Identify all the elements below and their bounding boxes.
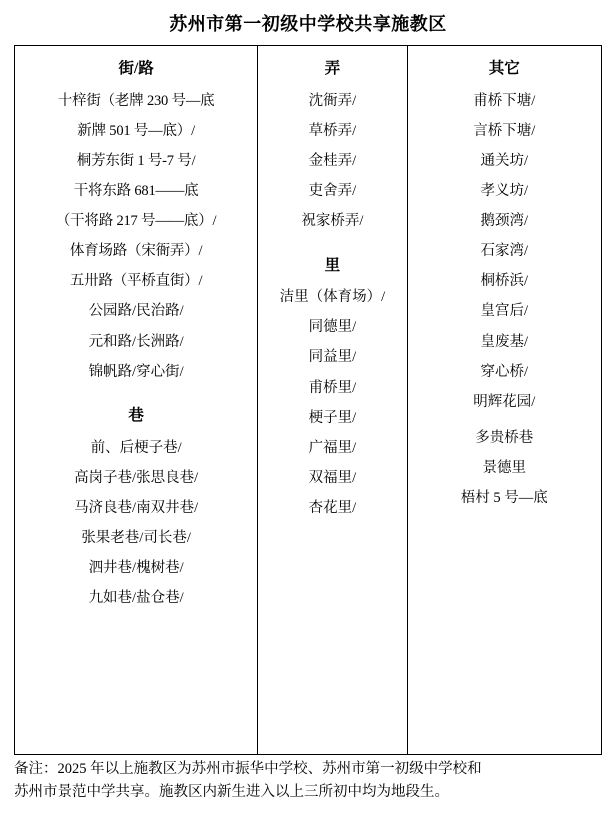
- column-header-lane: 弄: [324, 60, 341, 77]
- list-item: 公园路/民治路/: [88, 303, 184, 320]
- column-subheader-lane-alley: 巷: [128, 407, 144, 425]
- list-item: 祝家桥弄/: [301, 213, 364, 229]
- footnote-line-2: 苏州市景范中学共享。施教区内新生进入以上三所初中均为地段生。: [14, 783, 449, 800]
- districts-table: [14, 45, 602, 755]
- list-item: 多贵桥巷: [475, 429, 534, 446]
- footnote: [14, 758, 602, 803]
- list-item: 桐桥浜/: [480, 273, 529, 290]
- list-item: 张果老巷/司长巷/: [81, 530, 191, 547]
- list-item: 草桥弄/: [308, 122, 357, 139]
- column-header-street: 街/路: [118, 60, 154, 77]
- list-item: 体育场路（宋衙弄）/: [69, 243, 203, 260]
- list-item: 马济良巷/南双井巷/: [74, 500, 199, 516]
- list-item: 同德里/: [308, 319, 357, 336]
- list-item: 广福里/: [308, 439, 357, 456]
- column-subheader-li: 里: [324, 256, 341, 274]
- list-item: 高岗子巷/张思良巷/: [74, 469, 199, 486]
- list-item: 言桥下塘/: [473, 122, 536, 139]
- footnote-line-1: 备注：2025 年以上施教区为苏州市振华中学校、苏州市第一初级中学校和: [14, 761, 482, 778]
- list-item: 景德里: [482, 460, 527, 476]
- list-item: 杏花里/: [308, 500, 357, 516]
- list-item: 甫桥下塘/: [473, 92, 536, 109]
- list-item: 孝义坊/: [480, 182, 529, 199]
- list-item: 干将东路 681——底: [73, 182, 199, 199]
- list-item: 九如巷/盐仓巷/: [88, 590, 184, 607]
- list-item: （干将路 217 号——底）/: [55, 213, 217, 229]
- list-item: 通关坊/: [480, 152, 529, 169]
- list-item: 十梓街（老牌 230 号—底: [57, 92, 215, 109]
- column-other: [408, 46, 601, 754]
- list-item: 金桂弄/: [308, 152, 357, 169]
- list-item: 皇宫后/: [480, 303, 529, 320]
- list-item: 锦帆路/穿心街/: [88, 363, 184, 380]
- column-header-other: 其它: [488, 60, 520, 77]
- column-street: [15, 46, 258, 754]
- list-item: 皇废基/: [480, 333, 529, 350]
- list-item: 洁里（体育场）/: [279, 289, 386, 306]
- list-item: 梗子里/: [308, 409, 357, 426]
- list-item: 双福里/: [308, 469, 357, 486]
- page-title: 苏州市第一初级中学校共享施教区: [169, 14, 447, 34]
- list-item: 甫桥里/: [308, 379, 357, 396]
- list-item: 前、后梗子巷/: [90, 439, 182, 456]
- list-item: 石家湾/: [480, 243, 529, 260]
- list-item: 元和路/长洲路/: [88, 333, 184, 350]
- list-item: 新牌 501 号—底）/: [77, 122, 195, 139]
- list-item: 沈衙弄/: [308, 92, 357, 109]
- list-item: 桐芳东街 1 号-7 号/: [76, 152, 196, 169]
- list-item: 同益里/: [308, 349, 357, 366]
- column-lane: [258, 46, 407, 754]
- list-item: 梧村 5 号—底: [460, 490, 548, 507]
- list-item: 泗井巷/槐树巷/: [88, 560, 184, 577]
- list-item: 明辉花园/: [473, 393, 536, 410]
- list-item: 五卅路（平桥直街）/: [69, 273, 203, 290]
- list-item: 穿心桥/: [480, 363, 529, 380]
- list-item: 鹅颈湾/: [480, 213, 529, 229]
- list-item: 吏舍弄/: [308, 182, 357, 199]
